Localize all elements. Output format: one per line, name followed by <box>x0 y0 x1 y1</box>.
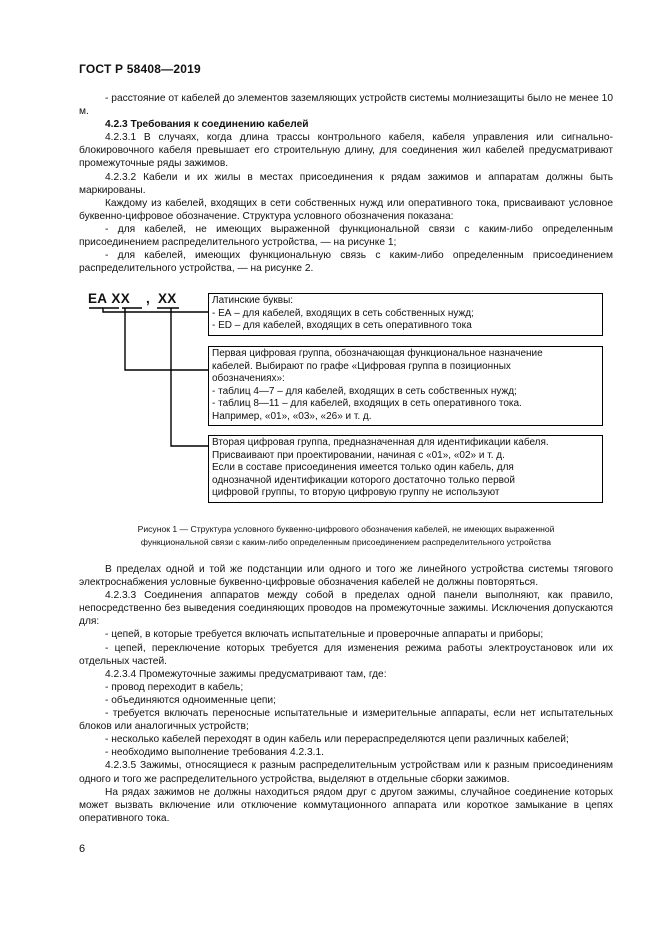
paragraph: 4.2.3.4 Промежуточные зажимы предусматривают там, где: <box>105 668 387 680</box>
paragraph: 4.2.3.3 Соединения аппаратов между собой в пределах одной панели выполняют, как правило, непосредственно без выведения соединяющих проводов на промежуточные зажимы. Исключения допускаются для: <box>79 590 613 628</box>
section-heading: 4.2.3 Требования к соединению кабелей <box>105 119 309 131</box>
list-item: - для кабелей, не имеющих выраженной функциональной связи с каким-либо определенным присоединением распределительного устройства, — на рисунке 1; <box>79 223 613 249</box>
figure-caption <box>79 523 613 548</box>
list-item: - требуется включать переносные испытательные и измерительные аппараты, если нет испытательных блоков или аналогичных устройств; <box>79 708 613 733</box>
list-item: - цепей, в которые требуется включать испытательные и проверочные аппараты и приборы; <box>105 629 544 641</box>
page-number: 6 <box>79 843 86 855</box>
leader-box3 <box>171 308 208 446</box>
code-suffix: ХХ <box>158 291 177 306</box>
box-line: - ED – для кабелей, входящих в сеть оперативного тока <box>212 320 472 332</box>
body-text-top <box>79 92 613 275</box>
body-text-bottom <box>79 563 613 825</box>
figure-1 <box>79 284 613 504</box>
paragraph: 4.2.3.5 Зажимы, относящиеся к разным распределительным устройствам или к разным присоединениям одного и того же распределительного устройства, выделяют в отдельные сборки зажимов. <box>79 760 613 785</box>
paragraph: Каждому из кабелей, входящих в сети собственных нужд или оперативного тока, присваивают условное буквенно-цифровое обозначение. Структура условного обозначения показана: <box>79 197 613 222</box>
document-header: ГОСТ Р 58408—2019 <box>79 62 201 76</box>
list-item: - для кабелей, имеющих функциональную связь с каким-либо определенным присоединением распределительного устройства, — на рисунке 2. <box>79 250 613 275</box>
code-prefix: ЕА ХХ <box>88 291 131 306</box>
box-line: - ЕА – для кабелей, входящих в сеть собственных нужд; <box>212 307 474 319</box>
paragraph: На рядах зажимов не должны находиться рядом друг с другом зажимы, случайное соединение которых может вызвать включение или отключение коммутационного аппарата или короткое замыкание в цепях оперативного тока. <box>79 786 613 824</box>
box-line: Латинские буквы: <box>212 295 294 306</box>
list-item: - необходимо выполнение требования 4.2.3.1. <box>105 747 324 759</box>
box-line: однозначной идентификации которого достаточно только первой <box>212 474 515 486</box>
list-item: - провод переходит в кабель; <box>105 681 244 693</box>
box-line: - таблиц 4—7 – для кабелей, входящих в сеть собственных нужд; <box>212 385 517 397</box>
paragraph: - расстояние от кабелей до элементов заземляющих устройств системы молниезащиты было не менее 10 м. <box>79 93 613 118</box>
box-line: цифровой группы, то вторую цифровую группу не используют <box>212 487 500 499</box>
box-second-group <box>208 435 603 503</box>
box-line: Например, «01», «03», «26» и т. д. <box>212 410 372 422</box>
leader-box2 <box>125 308 208 370</box>
list-item: - цепей, переключение которых требуется для изменения режима работы электроустановок или их отдельных частей. <box>79 642 613 667</box>
box-line: Если в составе присоединения имеется только один кабель, для <box>212 462 514 474</box>
box-line: Первая цифровая группа, обозначающая функциональное назначение <box>212 348 543 359</box>
paragraph: 4.2.3.2 Кабели и их жилы в местах присоединения к рядам зажимов и аппаратам должны быть маркированы. <box>79 171 613 196</box>
box-first-group <box>208 346 603 426</box>
box-line: обозначениях»: <box>212 373 285 385</box>
code-comma: , <box>146 291 151 306</box>
caption-line: Рисунок 1 — Структура условного буквенно-цифрового обозначения кабелей, не имеющих выраженной <box>137 524 555 534</box>
box-line: Вторая цифровая группа, предназначенная для идентификации кабеля. <box>212 437 549 448</box>
box-latin-letters <box>208 293 603 336</box>
caption-line: функциональной связи с каким-либо определенным присоединением распределительного устройства <box>140 536 552 547</box>
list-item: - объединяются одноименные цепи; <box>105 694 276 706</box>
paragraph: 4.2.3.1 В случаях, когда длина трассы контрольного кабеля, кабеля управления или сигнально-блокировочного кабеля превышает его строительную длину, для соединения жил кабелей предусматривают промежуточные ряды зажимов. <box>79 132 613 170</box>
box-line: Присваивают при проектировании, начиная с «01», «02» и т. д. <box>212 449 505 461</box>
box-line: - таблиц 8—11 – для кабелей, входящих в сеть оперативного тока. <box>212 398 522 410</box>
list-item: - несколько кабелей переходят в один кабель или перераспределяются цепи различных кабелей; <box>105 734 569 746</box>
paragraph: В пределах одной и той же подстанции или одного и того же линейного устройства системы тягового электроснабжения условные буквенно-цифровые обозначения кабелей не должны повторяться. <box>79 564 613 589</box>
box-line: кабелей. Выбирают по графе «Цифровая группа в позиционных <box>212 360 511 372</box>
